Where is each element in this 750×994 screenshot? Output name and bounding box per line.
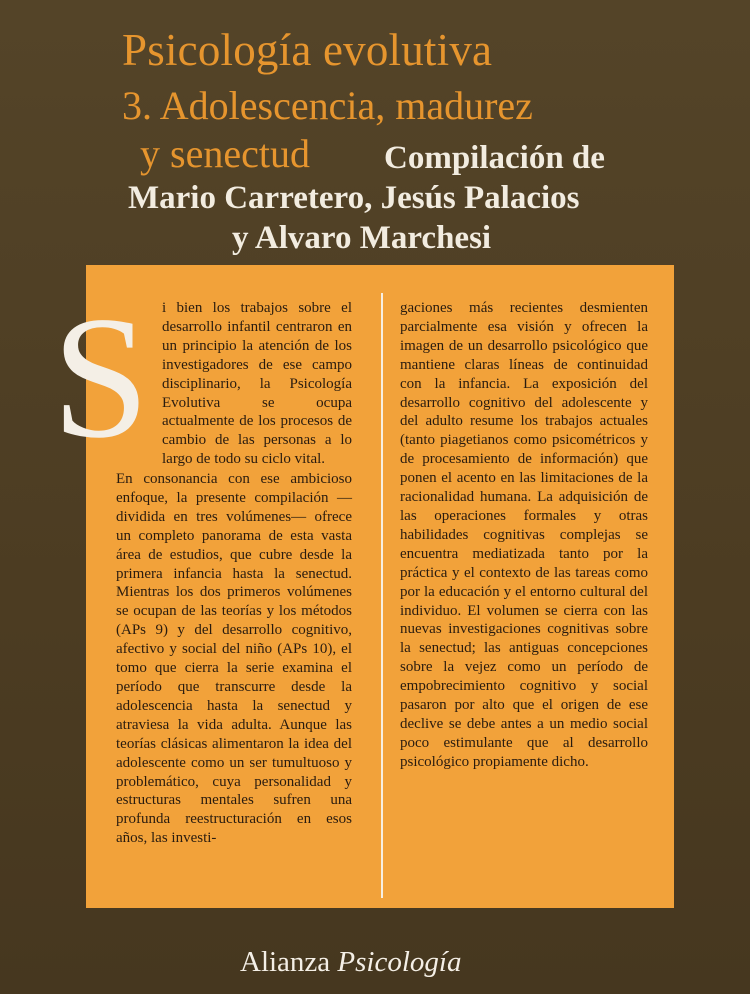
compilers-intro: Compilación de: [384, 140, 605, 176]
blurb-right-column: gaciones más recientes desmienten parcialmente esa visión y ofrecen la imagen de un desarrollo psicológico que mantiene claras líneas de continuidad con la infancia. La exposición del desarrollo cognitivo del adolescente y del adulto resume los trabajos actuales (tanto piagetianos como psicométricos y de procesamiento de información) que ponen el acento en las limitaciones de la racionalidad humana. La adquisición de las operaciones formales y otras habilidades cognitivas complejas se encuentra mediatizada tanto por la práctica y el contexto de las tareas como por la educación y el entorno cultural del individuo. El volumen se cierra con las nuevas investigaciones cognitivas sobre la senectud; las antiguas concepciones sobre la vejez como un período de empobrecimiento cognitivo y social pasaron por alto que el origen de ese declive se debe antes a un medio social poco estimulante que al desarrollo psicológico propiamente dicho.: [400, 300, 648, 770]
column-divider: [381, 293, 383, 898]
blurb-left-column-intro: i bien los trabajos sobre el desarrollo infantil centraron en un principio la atención de los investigadores de ese campo disciplinario, la Psicología Evolutiva se ocupa actualmente de los procesos de cambio de las personas a lo largo de todo su ciclo vital.: [162, 300, 352, 468]
publisher-logo: [240, 946, 461, 979]
compilers-names-1: Mario Carretero, Jesús Palacios: [128, 180, 580, 216]
book-title: Psicología evolutiva: [122, 25, 493, 75]
publisher-series: Psicología: [337, 946, 462, 978]
compilers-names-2: y Alvaro Marchesi: [232, 220, 492, 256]
drop-cap: S: [52, 280, 150, 474]
book-subtitle-line-2: y senectud: [140, 131, 310, 176]
publisher-name: Alianza: [240, 946, 331, 978]
blurb-left-column: En consonancia con ese ambicioso enfoque, la presente compilación —dividida en tres volúmenes— ofrece un completo panorama de esta vasta área de estudios, que cubre desde la primera infancia hasta la senectud. Mientras los dos primeros volúmenes se ocupan de las teorías y los métodos (APs 9) y del desarrollo cognitivo, afectivo y social del niño (APs 10), el tomo que cierra la serie examina el período que transcurre desde la adolescencia hasta la senectud y atraviesa la vida adulta. Aunque las teorías clásicas alimentaron la idea del adolescente como un ser tumultuoso y problemático, cuya personalidad y estructuras mentales sufren una profunda reestructuración en esos años, las investi-: [116, 471, 352, 847]
book-subtitle-line-1: 3. Adolescencia, madurez: [122, 83, 533, 128]
